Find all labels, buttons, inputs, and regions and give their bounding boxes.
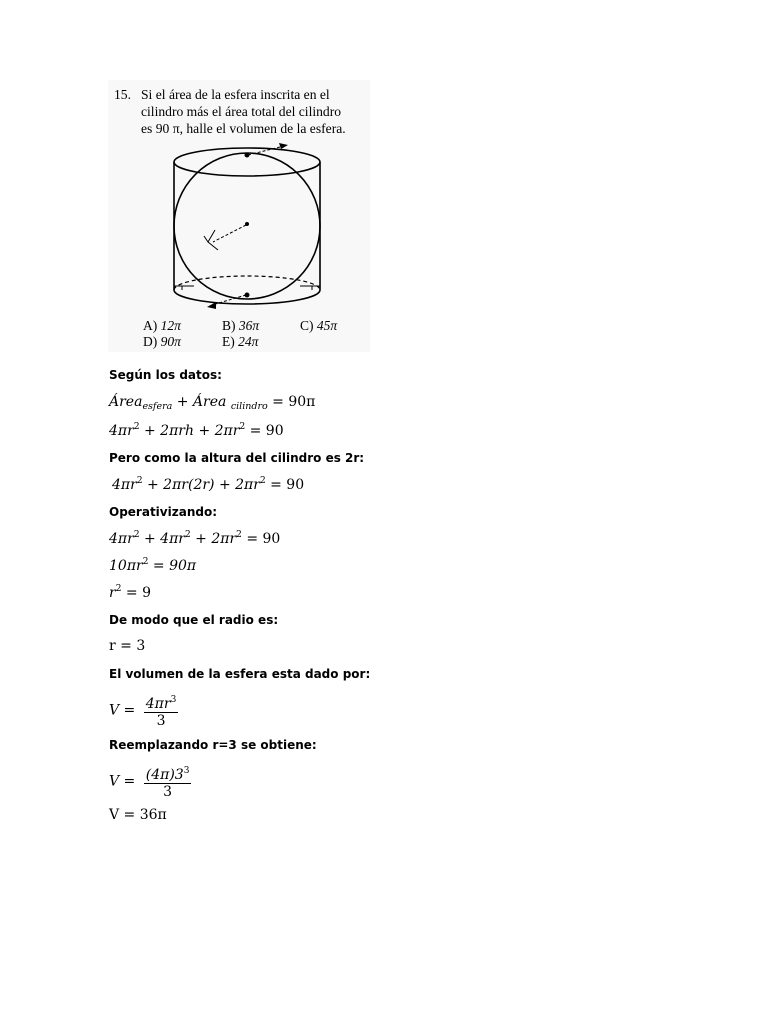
top-arrowhead (279, 143, 288, 149)
step-label-reemplazando: Reemplazando r=3 se obtiene: (109, 738, 317, 752)
equation-volume-formula: V = $\frac{4\pi r^3}{3}$ (109, 692, 178, 729)
step-label-volumen: El volumen de la esfera esta dado por: (109, 667, 371, 681)
cylinder-sphere-figure (160, 138, 340, 316)
equation-volume-substituted: V = $\frac{(4\pi)3^3}{3}$ (109, 763, 191, 800)
step-label-altura: Pero como la altura del cilindro es 2r: (109, 451, 365, 465)
option-b: B) 36π (222, 318, 260, 333)
equation-area-sum: Área$_{esfera}$ + Área $_{cilindro}$ = 90π (109, 394, 316, 412)
problem-number: 15. (114, 87, 131, 102)
equation-volume-result: V = 36π (109, 807, 167, 823)
problem-line-2: cilindro más el área total del cilindro (141, 104, 342, 119)
step-label-operativizando: Operativizando: (109, 505, 217, 519)
step-label-radio: De modo que el radio es: (109, 613, 279, 627)
step-label-datos: Según los datos: (109, 368, 222, 382)
problem-line-1: Si el área de la esfera inscrita en el (141, 87, 330, 102)
equation-radius: r = 3 (109, 638, 146, 654)
equation-expanded: $4\pi r^2 + 4\pi r^2 + 2\pi r^2 = 90$ (109, 530, 281, 547)
problem-line-3: es 90 π, halle el volumen de la esfera. (141, 121, 346, 136)
option-c: C) 45π (300, 318, 338, 333)
equation-combined: $10\pi r^2 = 90\pi$ (109, 557, 197, 574)
option-a: A) 12π (143, 318, 181, 333)
radius-line (213, 225, 246, 242)
radius-arrowhead (204, 230, 218, 250)
option-d: D) 90π (143, 334, 181, 349)
equation-area-formula: $4\pi r^2 + 2\pi rh + 2\pi r^2 = 90$ (109, 422, 284, 439)
cylinder-top-ellipse (174, 148, 320, 176)
option-e: E) 24π (222, 334, 259, 349)
equation-substituted-height: $4\pi r^2 + 2\pi r(2r) + 2\pi r^2 = 90$ (112, 476, 305, 493)
equation-r-squared: $r^2 = 9$ (109, 584, 151, 601)
